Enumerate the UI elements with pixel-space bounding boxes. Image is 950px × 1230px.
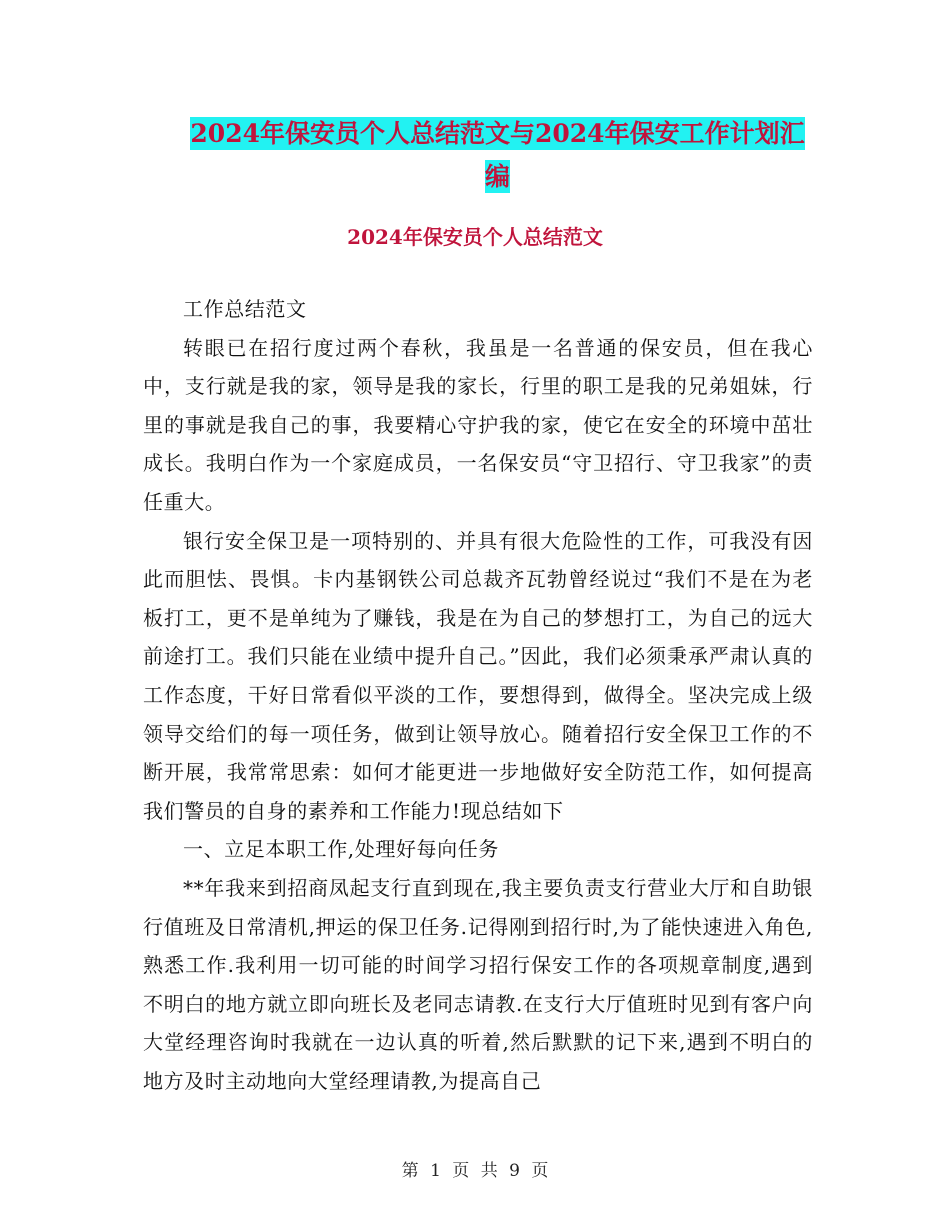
paragraph: 转眼已在招行度过两个春秋，我虽是一名普通的保安员，但在我心中，支行就是我的家，领导是我的家长，行里的职工是我的兄弟姐妹，行里的事就是我自己的事，我要精心守护我的家，使它在安全的环境中茁壮成长。我明白作为一个家庭成员，一名保安员“守卫招行、守卫我家”的责任重大。 (143, 335, 813, 514)
paragraph: 银行安全保卫是一项特别的、并具有很大危险性的工作，可我没有因此而胆怯、畏惧。卡内基钢铁公司总裁齐瓦勃曾经说过“我们不是在为老板打工，更不是单纯为了赚钱，我是在为自己的梦想打工，为自己的远大前途打工。我们只能在业绩中提升自己。”因此，我们必须秉承严肃认真的工作态度，干好日常看似平淡的工作，要想得到，做得全。坚决完成上级领导交给们的每一项任务，做到让领导放心。随着招行安全保卫工作的不断开展，我常常思索：如何才能更进一步地做好安全防范工作，如何提高我们警员的自身的素养和工作能力!现总结如下 (143, 528, 813, 823)
section-title: 2024年保安员个人总结范文 (347, 225, 603, 249)
title-highlight: 2024年保安员个人总结范文与2024年保安工作计划汇编 (190, 119, 805, 191)
paragraph-subheading: 一、立足本职工作,处理好每向任务 (183, 837, 499, 862)
paragraph: **年我来到招商凤起支行直到现在,我主要负责支行营业大厅和自助银行值班及日常清机,押运的保卫任务.记得刚到招行时,为了能快速进入角色,熟悉工作.我利用一切可能的时间学习招行保安工作的各项规章制度,遇到不明白的地方就立即向班长及老同志请教.在支行大厅值班时见到有客户向大堂经理咨询时我就在一边认真的听着,然后默默的记下来,遇到不明白的地方及时主动地向大堂经理请教,为提高自己 (143, 875, 813, 1093)
paragraph-heading: 工作总结范文 (183, 297, 307, 321)
document-title (185, 112, 810, 198)
page-number-footer: 第 1 页 共 9 页 (401, 1161, 549, 1181)
document-body (143, 290, 813, 1100)
